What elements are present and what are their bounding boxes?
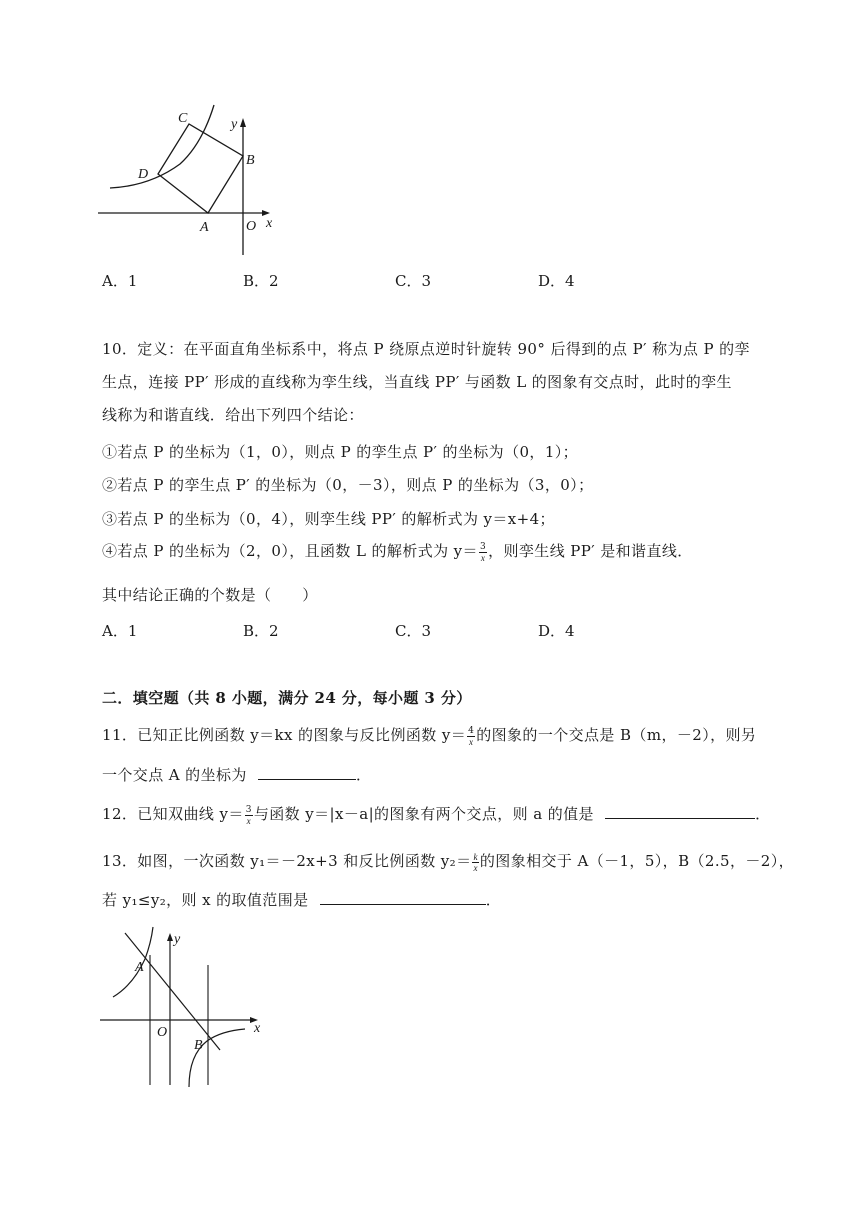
- q9-choice-a[interactable]: A．1: [102, 272, 138, 290]
- label-c: C: [178, 111, 188, 126]
- q10-item-4: [102, 540, 693, 563]
- q12-end: ．: [755, 805, 771, 823]
- y-axis-arrow: [167, 933, 173, 941]
- q10-item-3: ③若点 P 的坐标为（0，4），则孪生线 PP′ 的解析式为 y＝x+4；: [102, 510, 555, 528]
- q12-pre: 12．已知双曲线 y＝: [102, 805, 244, 823]
- q13-figure: [95, 925, 275, 1090]
- q12-line: [102, 803, 771, 826]
- label-b: B: [194, 1038, 203, 1053]
- q9-choice-d[interactable]: D．4: [538, 272, 575, 290]
- q12-fraction-den: x: [246, 815, 251, 826]
- hyperbola-curve: [110, 105, 214, 188]
- q10-line-3: 线称为和谐直线．给出下列四个结论：: [102, 406, 364, 424]
- q10-choice-b[interactable]: B．2: [243, 622, 279, 640]
- q10-item-1: ①若点 P 的坐标为（1，0），则点 P 的孪生点 P′ 的坐标为（0，1）；: [102, 443, 579, 461]
- q10-choice-d[interactable]: D．4: [538, 622, 575, 640]
- q10-fraction-den: x: [480, 552, 486, 563]
- label-x: x: [254, 1021, 261, 1036]
- q10-item-2: ②若点 P 的孪生点 P′ 的坐标为（0，－3），则点 P 的坐标为（3，0）；: [102, 476, 594, 494]
- label-a: A: [200, 220, 209, 235]
- q13-line-2-text: 若 y₁≤y₂，则 x 的取值范围是: [102, 891, 309, 909]
- label-x: x: [266, 216, 273, 231]
- q13-fraction: [472, 852, 478, 873]
- q12-post: 与函数 y＝|x－a|的图象有两个交点，则 a 的值是: [253, 805, 594, 823]
- q10-question: 其中结论正确的个数是（ ）: [102, 586, 318, 604]
- q12-fraction: [245, 805, 253, 826]
- label-y: y: [174, 932, 181, 947]
- q10-line-1: 10．定义：在平面直角坐标系中，将点 P 绕原点逆时针旋转 90° 后得到的点 P′ 称为点 P 的孪: [102, 340, 750, 358]
- section-2-title: 二．填空题（共 8 小题，满分 24 分，每小题 3 分）: [102, 689, 472, 707]
- q11-answer-blank[interactable]: [258, 765, 356, 780]
- q11-fraction-den: x: [468, 736, 474, 747]
- y-axis-arrow: [240, 118, 246, 127]
- q9-choice-b[interactable]: B．2: [243, 272, 279, 290]
- label-o: O: [157, 1025, 168, 1040]
- q13-end: ．: [485, 891, 502, 909]
- q10-fraction-num: 3: [479, 541, 487, 552]
- q10-choice-c[interactable]: C．3: [395, 622, 432, 640]
- q9-choice-c[interactable]: C．3: [395, 272, 432, 290]
- q11-line-2: [102, 764, 371, 785]
- q9-figure: [90, 100, 290, 260]
- q10-choice-a[interactable]: A．1: [102, 622, 138, 640]
- label-a: A: [135, 960, 144, 975]
- q13-line-2: [102, 889, 501, 910]
- q11-fraction-num: 4: [468, 725, 475, 736]
- label-d: D: [138, 167, 149, 182]
- q10-fraction: [479, 542, 487, 563]
- q11-line-1: [102, 724, 756, 747]
- q13-fraction-den: x: [473, 862, 478, 873]
- q10-line-2: 生点，连接 PP′ 形成的直线称为孪生线，当直线 PP′ 与函数 L 的图象有交点时，此时的孪生: [102, 373, 732, 391]
- q13-fraction-num: k: [473, 851, 478, 862]
- label-o: O: [246, 219, 257, 234]
- hyperbola-branch-left: [113, 927, 153, 997]
- q11-end: ．: [355, 766, 372, 784]
- label-y: y: [231, 117, 238, 132]
- q13-line-1: [102, 850, 794, 873]
- q11-post: 的图象的一个交点是 B（m，－2），则另: [476, 726, 757, 744]
- q10-item-4-post: ，则孪生线 PP′ 是和谐直线．: [488, 542, 693, 560]
- q13-pre: 13．如图，一次函数 y₁＝－2x+3 和反比例函数 y₂＝: [102, 852, 472, 870]
- q12-answer-blank[interactable]: [605, 804, 755, 819]
- q10-item-4-pre: ④若点 P 的坐标为（2，0），且函数 L 的解析式为 y＝: [102, 542, 478, 560]
- q12-fraction-num: 3: [245, 804, 252, 815]
- q13-post: 的图象相交于 A（－1，5），B（2.5，－2），: [479, 852, 795, 870]
- label-b: B: [246, 153, 255, 168]
- q13-answer-blank[interactable]: [320, 890, 486, 905]
- q11-pre: 11．已知正比例函数 y＝kx 的图象与反比例函数 y＝: [102, 726, 467, 744]
- q11-fraction: [467, 726, 475, 747]
- line-y1: [125, 933, 220, 1050]
- q11-line-2-text: 一个交点 A 的坐标为: [102, 766, 247, 784]
